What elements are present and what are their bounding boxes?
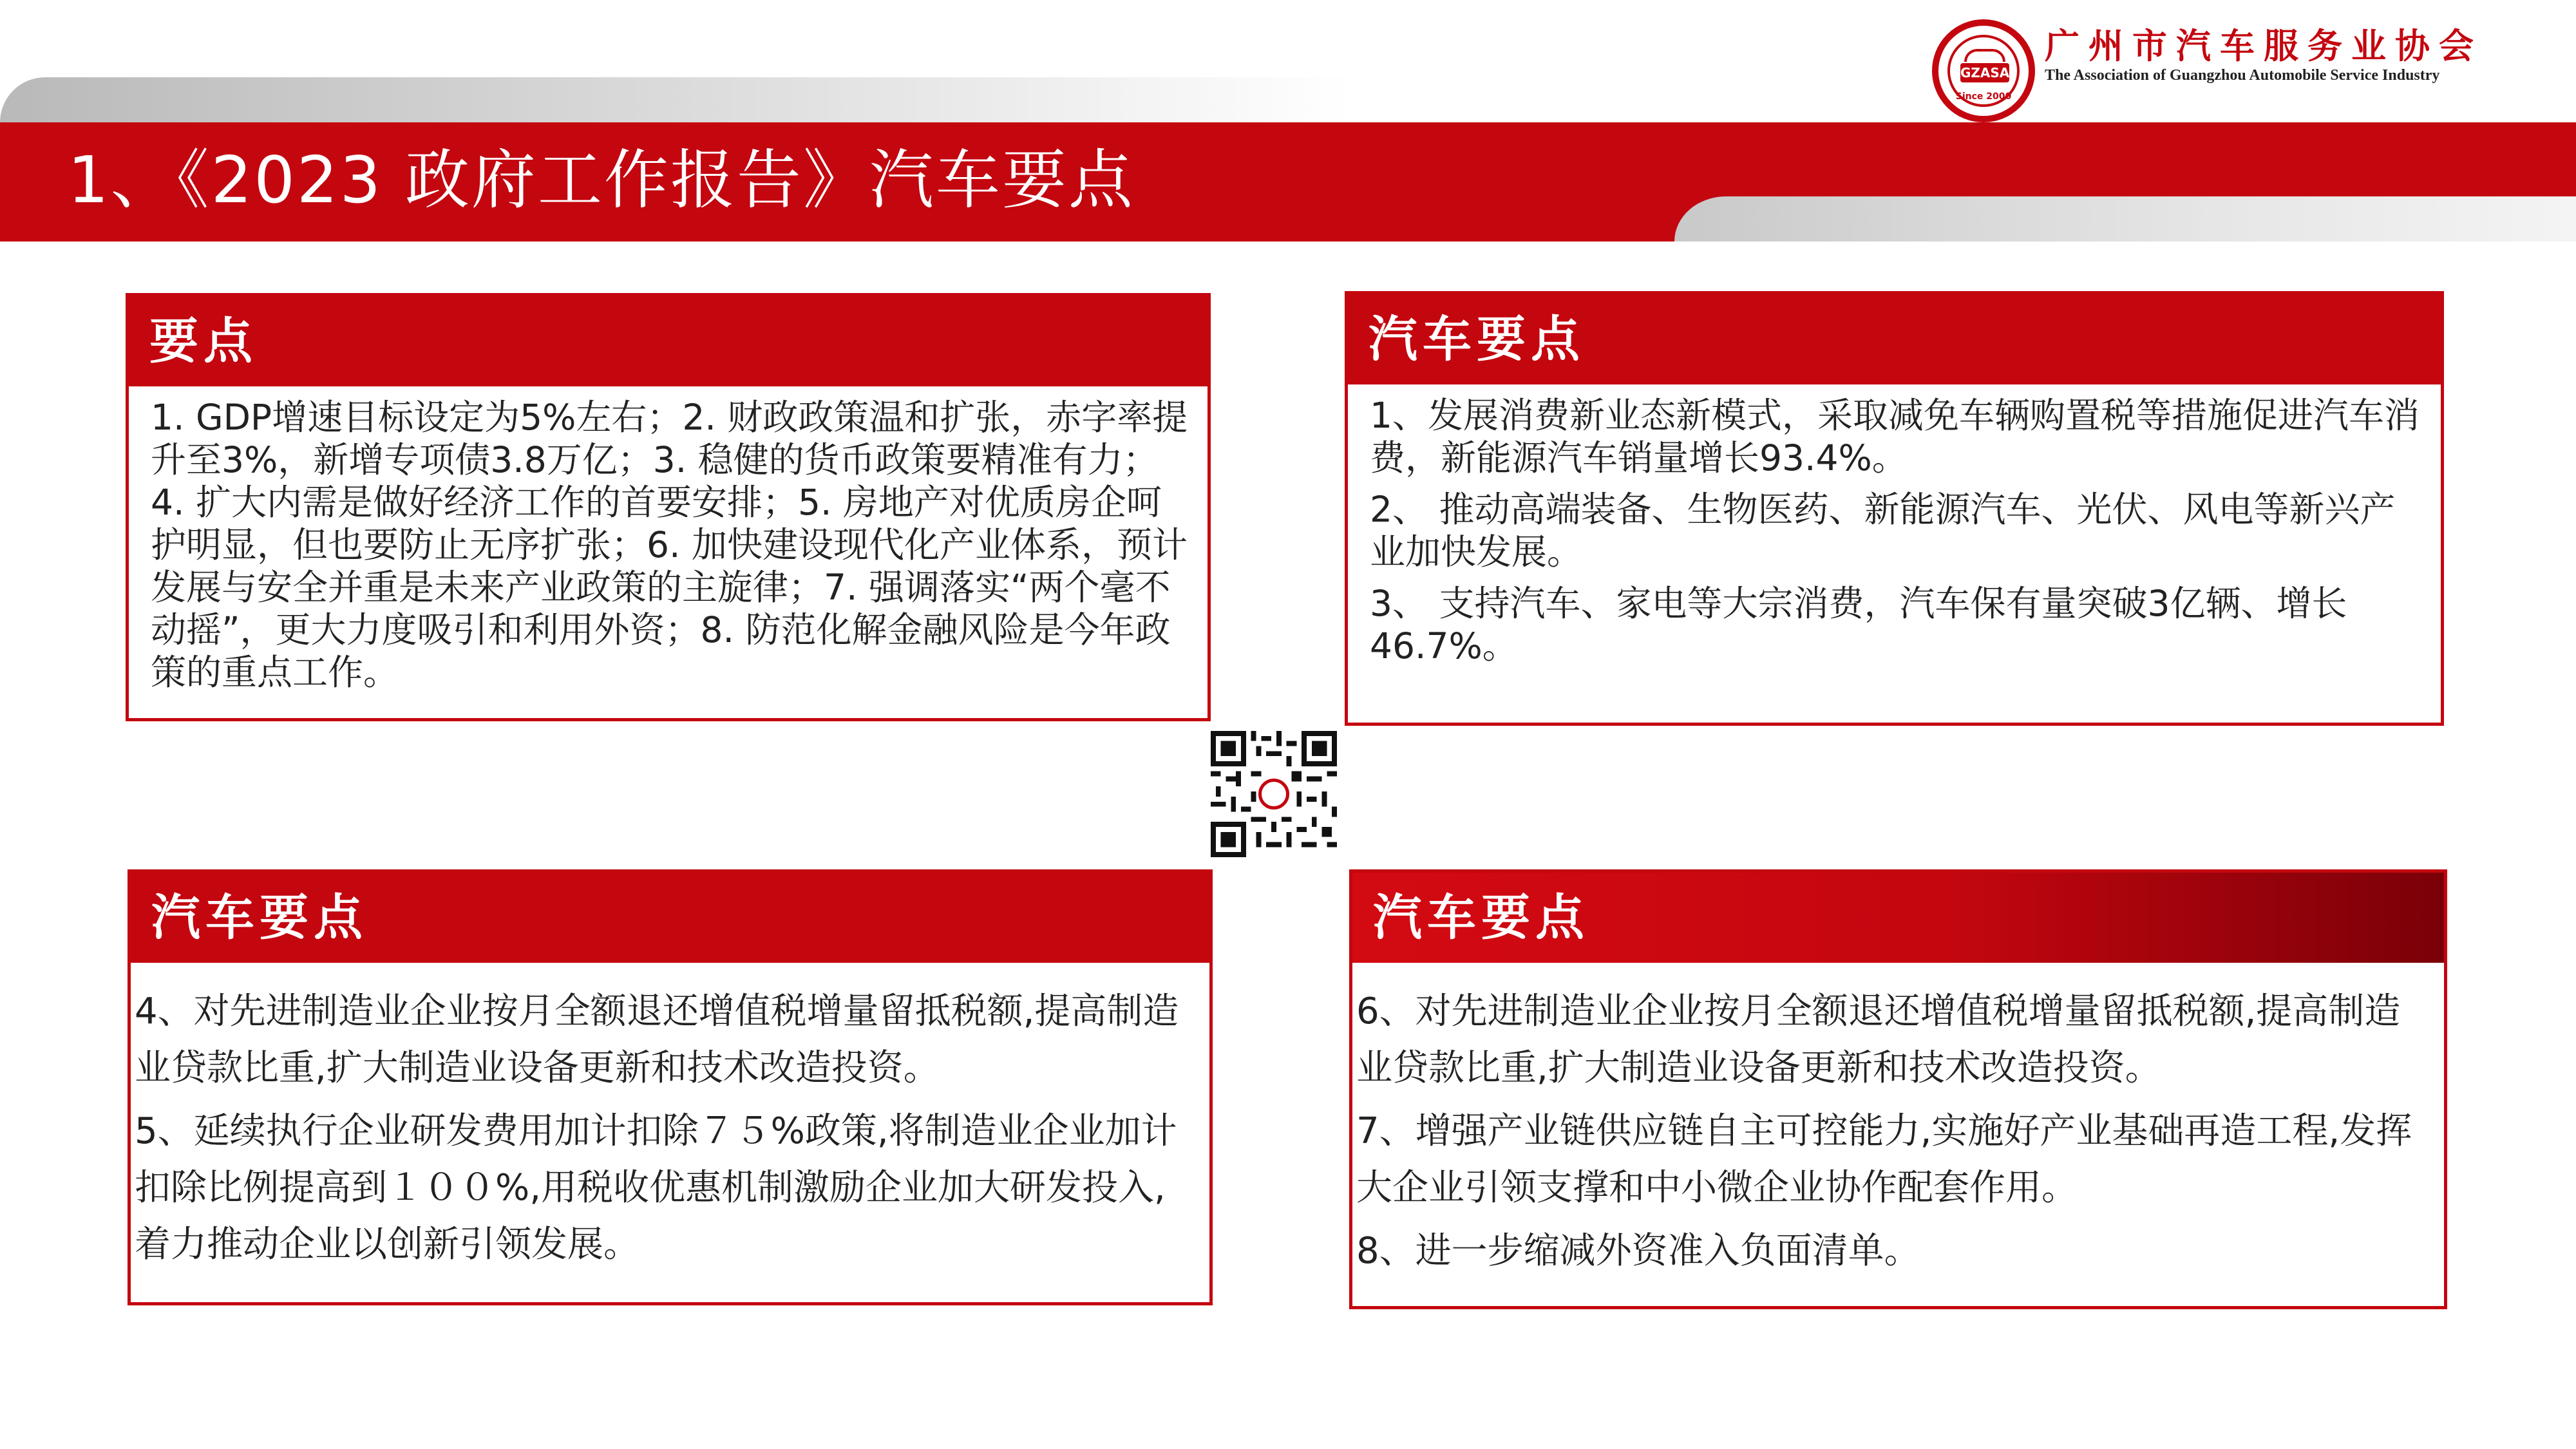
- list-item: 7、增强产业链供应链自主可控能力,实施好产业基础再造工程,发挥大企业引领支撑和中小微企业协作配套作用。: [1356, 1110, 2412, 1209]
- association-name-cn: 广州市汽车服务业协会: [2045, 26, 2483, 66]
- panel-title: 汽车要点: [1373, 889, 1589, 946]
- qr-code: [1211, 731, 1337, 857]
- panel-header: [129, 296, 1208, 386]
- logo-seal-since: Since 2000: [1955, 91, 2012, 102]
- panel-header: [1348, 294, 2441, 384]
- panel-header: [131, 873, 1209, 963]
- title-decor-sweep: [1674, 196, 2576, 242]
- list-item: 8、进一步缩减外资准入负面清单。: [1356, 1230, 1920, 1272]
- panel-body: [151, 396, 1188, 703]
- panel-body: [135, 983, 1190, 1280]
- page-title: 1、《2023 政府工作报告》汽车要点: [68, 142, 1135, 218]
- list-item: 1、发展消费新业态新模式，采取减免车辆购置税等措施促进汽车消费，新能源汽车销量增长93.4%。: [1370, 395, 2420, 478]
- list-item: 6、对先进制造业企业按月全额退还增值税增量留抵税额,提高制造业贷款比重,扩大制造业设备更新和技术改造投资。: [1356, 990, 2401, 1089]
- association-name-en: The Association of Guangzhou Automobile Service Industry: [2045, 67, 2440, 84]
- panel-body: [1356, 983, 2425, 1286]
- panel-body: [1370, 394, 2421, 676]
- panel-title: 汽车要点: [151, 889, 368, 946]
- header-decor-sweep: [0, 77, 1352, 122]
- list-item: 3、 支持汽车、家电等大宗消费，汽车保有量突破3亿辆、增长46.7%。: [1370, 583, 2347, 667]
- association-logo-icon: [1932, 19, 2035, 122]
- panel-auto-points-1: [1345, 291, 2444, 726]
- panel-key-points: [126, 293, 1211, 721]
- logo-seal-abbr: GZASA: [1960, 63, 2009, 82]
- list-item: 5、延续执行企业研发费用加计扣除７５%政策,将制造业企业加计扣除比例提高到１００%,用税收优惠机制激励企业加大研发投入,着力推动企业以创新引领发展。: [135, 1110, 1177, 1265]
- panel-auto-points-3: [1349, 869, 2447, 1309]
- panel-header: [1352, 873, 2444, 963]
- panel-title: 要点: [149, 312, 258, 370]
- key-points-text: 1. GDP增速目标设定为5%左右；2. 财政政策温和扩张，赤字率提升至3%，新增专项债3.8万亿；3. 稳健的货币政策要精准有力；4. 扩大内需是做好经济工作的首要安排；5. 房地产对优质房企呵护明显，但也要防止无序扩张；6. 加快建设现代化产业体系，预计发展与安全并重是未来产业政策的主旋律；7. 强调落实“两个毫不动摇”，更大力度吸引和利用外资；8. 防范化解金融风险是今年政策的重点工作。: [151, 397, 1188, 693]
- panel-auto-points-2: [128, 869, 1213, 1305]
- panel-title: 汽车要点: [1368, 310, 1585, 368]
- list-item: 4、对先进制造业企业按月全额退还增值税增量留抵税额,提高制造业贷款比重,扩大制造业设备更新和技术改造投资。: [135, 990, 1179, 1089]
- list-item: 2、 推动高端装备、生物医药、新能源汽车、光伏、风电等新兴产业加快发展。: [1370, 489, 2396, 573]
